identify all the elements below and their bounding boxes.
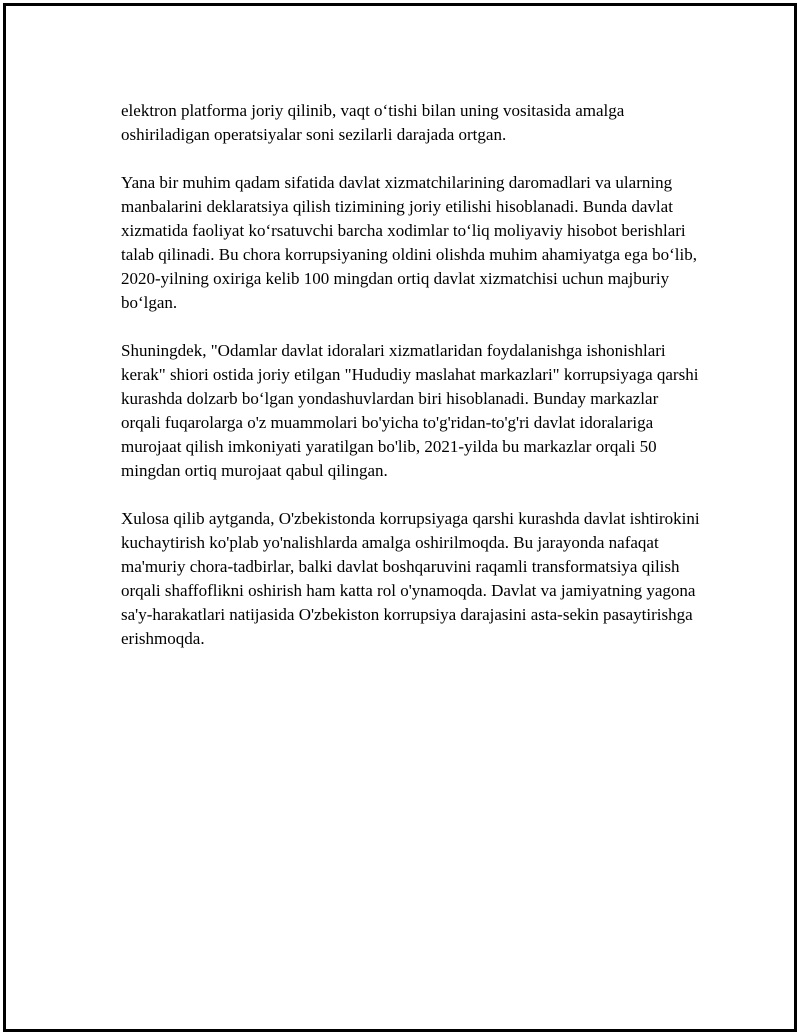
document-page: [3, 3, 797, 1032]
paragraph-2: Yana bir muhim qadam sifatida davlat xizmatchilarining daromadlari va ularning manbalarini deklaratsiya qilish tizimining joriy etilishi hisoblanadi. Bunda davlat xizmatida faoliyat ko‘rsatuvchi barcha xodimlar to‘liq moliyaviy hisobot berishlari talab qilinadi. Bu chora korrupsiyaning oldini olishda muhim ahamiyatga ega bo‘lib, 2020-yilning oxiriga kelib 100 mingdan ortiq davlat xizmatchisi uchun majburiy bo‘lgan.: [121, 173, 697, 312]
paragraph-3: Shuningdek, "Odamlar davlat idoralari xizmatlaridan foydalanishga ishonishlari kerak" shiori ostida joriy etilgan "Hududiy maslahat markazlari" korrupsiyaga qarshi kurashda dolzarb bo‘lgan yondashuvlardan biri hisoblanadi. Bunday markazlar orqali fuqarolarga o'z muammolari bo'yicha to'g'ridan-to'g'ri davlat idoralariga murojaat qilish imkoniyati yaratilgan bo'lib, 2021-yilda bu markazlar orqali 50 mingdan ortiq murojaat qabul qilingan.: [121, 341, 699, 480]
paragraph-1: elektron platforma joriy qilinib, vaqt o‘tishi bilan uning vositasida amalga oshiriladigan operatsiyalar soni sezilarli darajada ortgan.: [121, 101, 625, 144]
document-body: [121, 99, 701, 675]
paragraph-4: Xulosa qilib aytganda, O'zbekistonda korrupsiyaga qarshi kurashda davlat ishtirokini kuchaytirish ko'plab yo'nalishlarda amalga oshirilmoqda. Bu jarayonda nafaqat ma'muriy chora-tadbirlar, balki davlat boshqaruvini raqamli transformatsiya qilish orqali shaffoflikni oshirish ham katta rol o'ynamoqda. Davlat va jamiyatning yagona sa'y-harakatlari natijasida O'zbekiston korrupsiya darajasini asta-sekin pasaytirishga erishmoqda.: [121, 509, 700, 648]
